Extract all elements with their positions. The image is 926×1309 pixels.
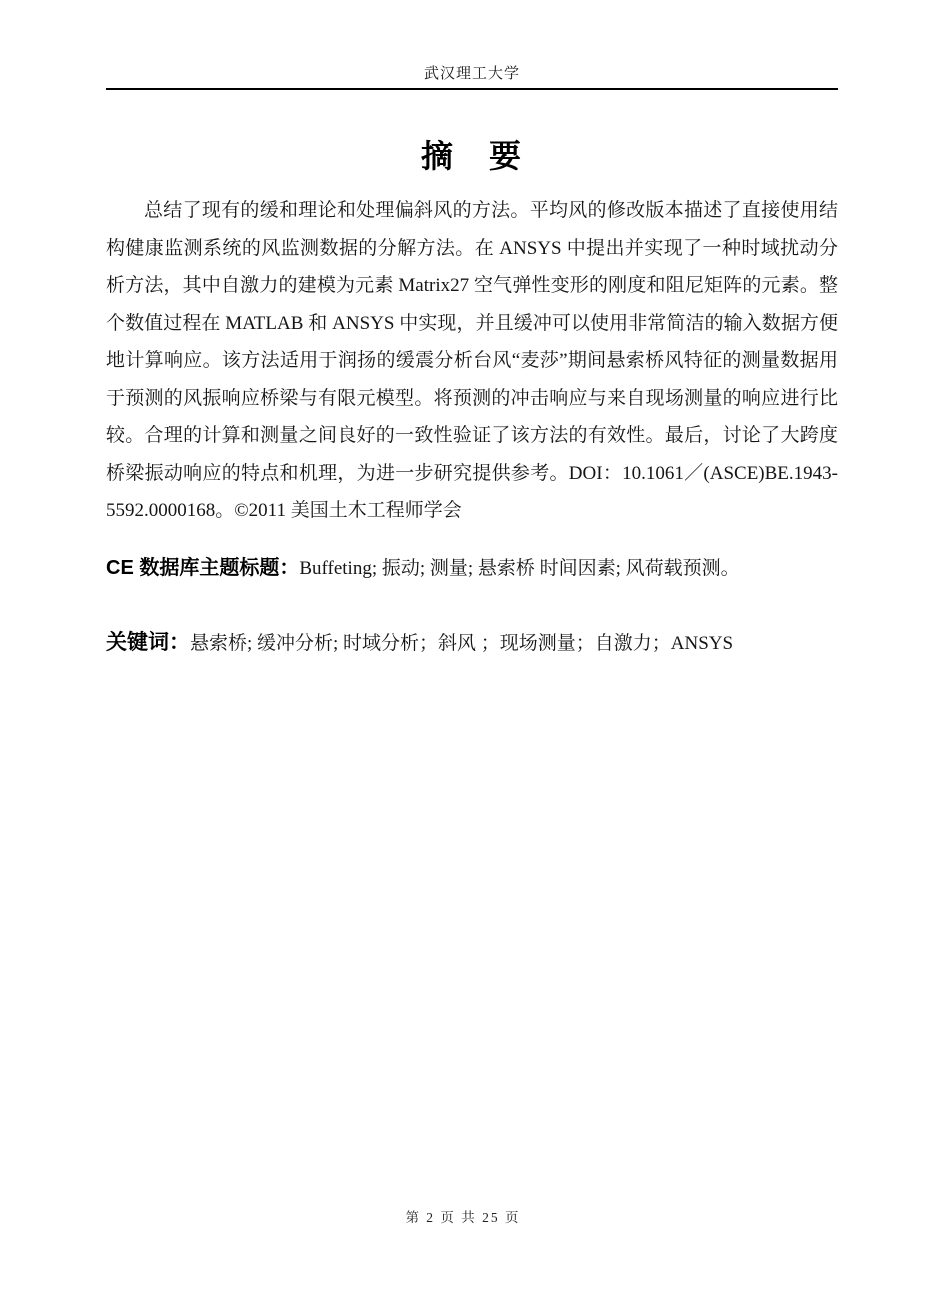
header-institution: 武汉理工大学 [423, 66, 520, 82]
keywords-label: 关键词： [106, 630, 190, 654]
keywords-line [106, 627, 838, 660]
footer-page-number: 第 2 页 共 25 页 [405, 1210, 521, 1225]
abstract-paragraph: 总结了现有的缓和理论和处理偏斜风的方法。平均风的修改版本描述了直接使用结构健康监测系统的风监测数据的分解方法。在 ANSYS 中提出并实现了一种时域扰动分析方法，其中自激力的建模为元素 Matrix27 空气弹性变形的刚度和阻尼矩阵的元素。整个数值过程在 MATLAB 和 ANSYS 中实现，并且缓冲可以使用非常简洁的输入数据方便地计算响应。该方法适用于润扬的缓震分析台风“麦莎”期间悬索桥风特征的测量数据用于预测的风振响应桥梁与有限元模型。将预测的冲击响应与来自现场测量的响应进行比较。合理的计算和测量之间良好的一致性验证了该方法的有效性。最后，讨论了大跨度桥梁振动响应的特点和机理，为进一步研究提供参考。DOI：10.1061／(ASCE)BE.1943-5592.0000168。©2011 美国土木工程师学会 [106, 200, 838, 521]
page-title: 摘 要 [420, 138, 523, 174]
ce-subject-value: Buffeting; 振动; 测量; 悬索桥 时间因素; 风荷载预测。 [299, 557, 740, 579]
ce-subject-line [106, 552, 838, 585]
ce-subject-label: CE 数据库主题标题： [106, 556, 300, 579]
keywords-value: 悬索桥; 缓冲分析; 时域分析；斜风 ；现场测量；自激力；ANSYS [190, 632, 734, 654]
header-rule [106, 88, 838, 90]
content-area [106, 0, 838, 660]
